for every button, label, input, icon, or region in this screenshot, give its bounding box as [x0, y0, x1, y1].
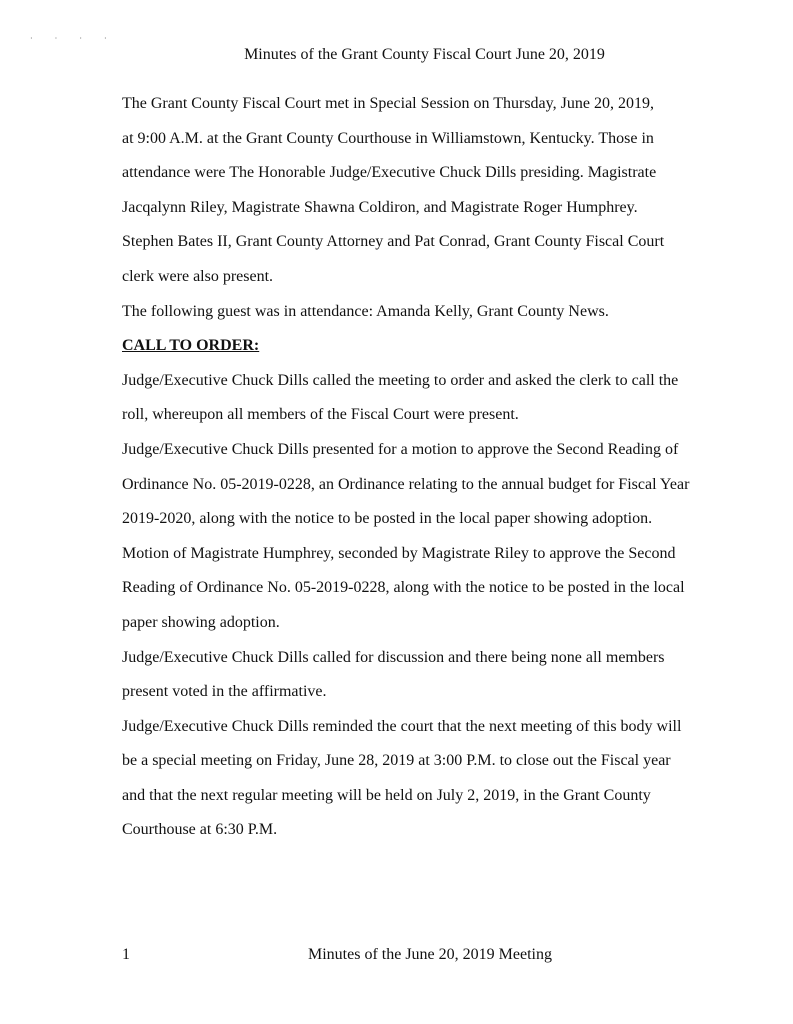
section-heading: CALL TO ORDER: — [122, 337, 260, 355]
page-header — [0, 46, 793, 64]
section-line: be a special meeting on Friday, June 28, 2019 at 3:00 P.M. to close out the Fiscal year — [122, 752, 671, 770]
section-line: Judge/Executive Chuck Dills called the meeting to order and asked the clerk to call the — [122, 371, 679, 389]
body-line: at 9:00 A.M. at the Grant County Courthouse in Williamstown, Kentucky. Those in — [122, 129, 654, 147]
body-line: The following guest was in attendance: Amanda Kelly, Grant County News. — [122, 302, 609, 320]
body-line: The Grant County Fiscal Court met in Special Session on Thursday, June 20, 2019, — [122, 95, 654, 112]
page-number: 1 — [122, 946, 130, 963]
document-body — [122, 93, 690, 854]
scan-specks: · · · · — [30, 34, 117, 43]
body-line: clerk were also present. — [122, 267, 274, 285]
footer-title: Minutes of the June 20, 2019 Meeting — [308, 946, 552, 963]
header-title: Minutes of the Grant County Fiscal Court June 20, 2019 — [244, 46, 605, 63]
section-line: Courthouse at 6:30 P.M. — [122, 821, 278, 839]
section-line: Judge/Executive Chuck Dills called for discussion and there being none all members — [122, 648, 665, 666]
body-line: attendance were The Honorable Judge/Executive Chuck Dills presiding. Magistrate — [122, 164, 657, 182]
section-line: roll, whereupon all members of the Fiscal Court were present. — [122, 406, 519, 424]
section-line: Judge/Executive Chuck Dills reminded the court that the next meeting of this body will — [122, 717, 682, 735]
section-line: Ordinance No. 05-2019-0228, an Ordinance relating to the annual budget for Fiscal Year — [122, 475, 690, 493]
section-line: Motion of Magistrate Humphrey, seconded by Magistrate Riley to approve the Second — [122, 544, 676, 562]
body-line: Jacqalynn Riley, Magistrate Shawna Coldiron, and Magistrate Roger Humphrey. — [122, 198, 638, 216]
section-line: paper showing adoption. — [122, 613, 280, 631]
section-line: Reading of Ordinance No. 05-2019-0228, along with the notice to be posted in the local — [122, 579, 685, 597]
section-line: Judge/Executive Chuck Dills presented for a motion to approve the Second Reading of — [122, 440, 679, 458]
body-line: Stephen Bates II, Grant County Attorney and Pat Conrad, Grant County Fiscal Court — [122, 233, 665, 251]
section-line: and that the next regular meeting will be held on July 2, 2019, in the Grant County — [122, 786, 651, 804]
section-line: present voted in the affirmative. — [122, 683, 327, 701]
section-line: 2019-2020, along with the notice to be posted in the local paper showing adoption. — [122, 510, 653, 528]
